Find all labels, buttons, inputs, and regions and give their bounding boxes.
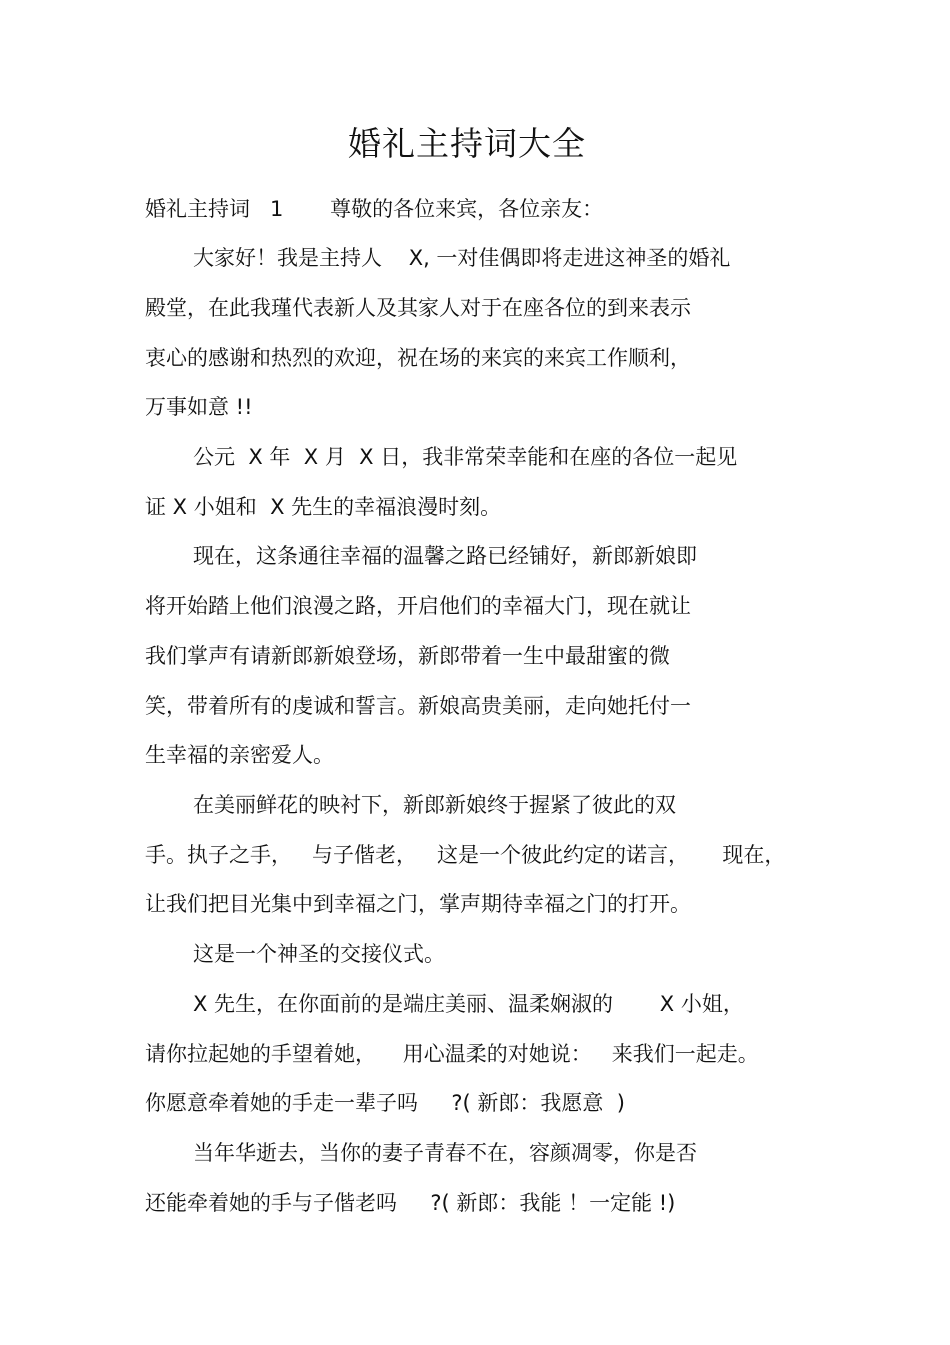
text-line: 万事如意 !! [145,395,253,419]
text-line: 生幸福的亲密爱人。 [145,743,334,767]
text-line: 大家好！我是主持人 X, 一对佳偶即将走进这神圣的婚礼 [193,246,731,270]
text-line: 请你拉起她的手望着她， 用心温柔的对她说： 来我们一起走。 [145,1042,759,1066]
text-line: 手。执子之手， 与子偕老， 这是一个彼此约定的诺言， 现在， [145,843,786,867]
text-line: 殿堂，在此我瑾代表新人及其家人对于在座各位的到来表示 [145,296,691,320]
text-line: 这是一个神圣的交接仪式。 [193,942,445,966]
text-line: 还能牵着她的手与子偕老吗 ?( 新郎：我能 ！一定能 !) [145,1191,676,1215]
text-line: 当年华逝去，当你的妻子青春不在，容颜凋零，你是否 [193,1141,697,1165]
text-line: 笑，带着所有的虔诚和誓言。新娘高贵美丽，走向她托付一 [145,694,691,718]
text-line: 公元 X 年 X 月 X 日，我非常荣幸能和在座的各位一起见 [193,445,738,469]
text-line: 将开始踏上他们浪漫之路，开启他们的幸福大门，现在就让 [145,594,691,618]
document-title: 婚礼主持词大全 [348,124,586,163]
text-line: 我们掌声有请新郎新娘登场，新郎带着一生中最甜蜜的微 [145,644,670,668]
text-line: 衷心的感谢和热烈的欢迎，祝在场的来宾的来宾工作顺利， [145,346,691,370]
text-line: 证 X 小姐和 X 先生的幸福浪漫时刻。 [145,495,502,519]
text-line: X 先生，在你面前的是端庄美丽、温柔娴淑的 X 小姐， [193,992,744,1016]
text-line: 让我们把目光集中到幸福之门，掌声期待幸福之门的打开。 [145,892,691,916]
text-line: 在美丽鲜花的映衬下，新郎新娘终于握紧了彼此的双 [193,793,676,817]
text-line: 现在，这条通往幸福的温馨之路已经铺好，新郎新娘即 [193,544,697,568]
text-line: 婚礼主持词 1 尊敬的各位来宾，各位亲友： [145,197,604,221]
text-line: 你愿意牵着她的手走一辈子吗 ?( 新郎：我愿意 ) [145,1091,625,1115]
